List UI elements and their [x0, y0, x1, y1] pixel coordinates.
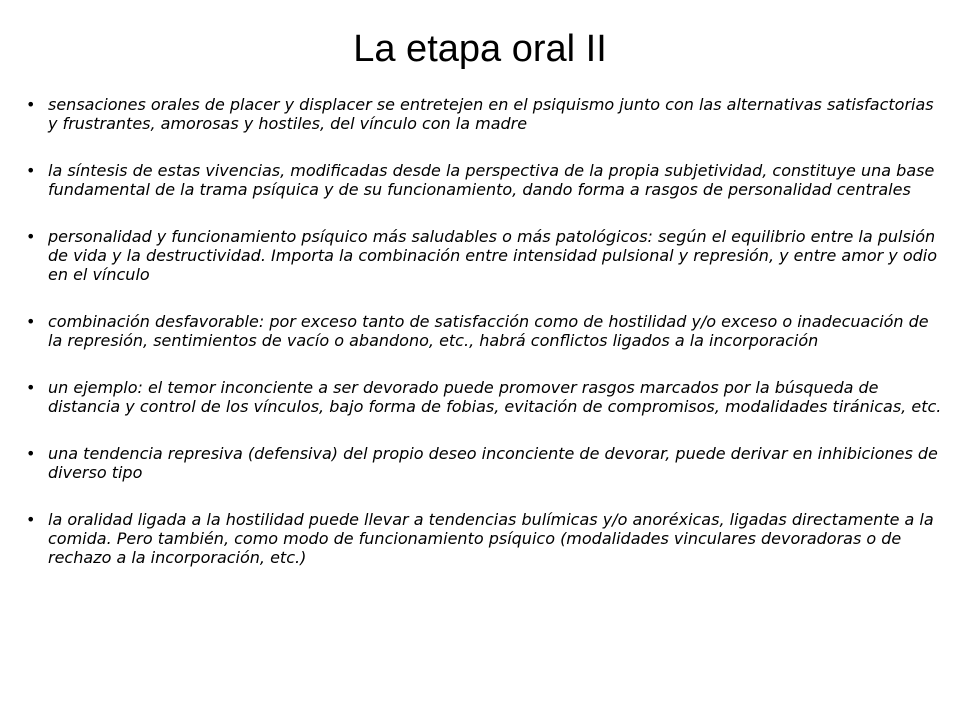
bullet-icon: •: [26, 227, 36, 246]
bullet-icon: •: [26, 95, 36, 114]
bullet-item: [24, 378, 944, 416]
bullet-item: [24, 227, 944, 284]
bullet-icon: •: [26, 312, 36, 331]
bullet-text: combinación desfavorable: por exceso tanto de satisfacción como de hostilidad y/o exceso o inadecuación de la represión, sentimientos de vacío o abandono, etc., habrá conflictos ligados a la incorporación: [48, 312, 929, 350]
bullet-text: una tendencia represiva (defensiva) del propio deseo inconciente de devorar, puede derivar en inhibiciones de diverso tipo: [48, 444, 938, 482]
bullet-text: sensaciones orales de placer y displacer se entretejen en el psiquismo junto con las alternativas satisfactorias y frustrantes, amorosas y hostiles, del vínculo con la madre: [48, 95, 934, 133]
bullet-text: la oralidad ligada a la hostilidad puede llevar a tendencias bulímicas y/o anoréxicas, ligadas directamente a la comida. Pero también, como modo de funcionamiento psíquico (modalidades vinculares devoradoras o de rechazo a la incorporación, etc.): [48, 510, 934, 567]
slide-title: La etapa oral II: [353, 28, 607, 70]
bullet-item: [24, 444, 944, 482]
bullet-text: personalidad y funcionamiento psíquico más saludables o más patológicos: según el equilibrio entre la pulsión de vida y la destructividad. Importa la combinación entre intensidad pulsional y represión, y entre amor y odio en el vínculo: [48, 227, 938, 284]
bullet-list: [24, 95, 944, 595]
bullet-item: [24, 510, 944, 567]
bullet-item: [24, 312, 944, 350]
bullet-text: la síntesis de estas vivencias, modificadas desde la perspectiva de la propia subjetividad, constituye una base fundamental de la trama psíquica y de su funcionamiento, dando forma a rasgos de personalidad centrales: [48, 161, 935, 199]
bullet-item: [24, 95, 944, 133]
bullet-icon: •: [26, 444, 36, 463]
bullet-text: un ejemplo: el temor inconciente a ser devorado puede promover rasgos marcados por la búsqueda de distancia y control de los vínculos, bajo forma de fobias, evitación de compromisos, modalidades tiránicas, etc.: [48, 378, 942, 416]
bullet-icon: •: [26, 510, 36, 529]
bullet-icon: •: [26, 161, 36, 180]
bullet-icon: •: [26, 378, 36, 397]
bullet-item: [24, 161, 944, 199]
